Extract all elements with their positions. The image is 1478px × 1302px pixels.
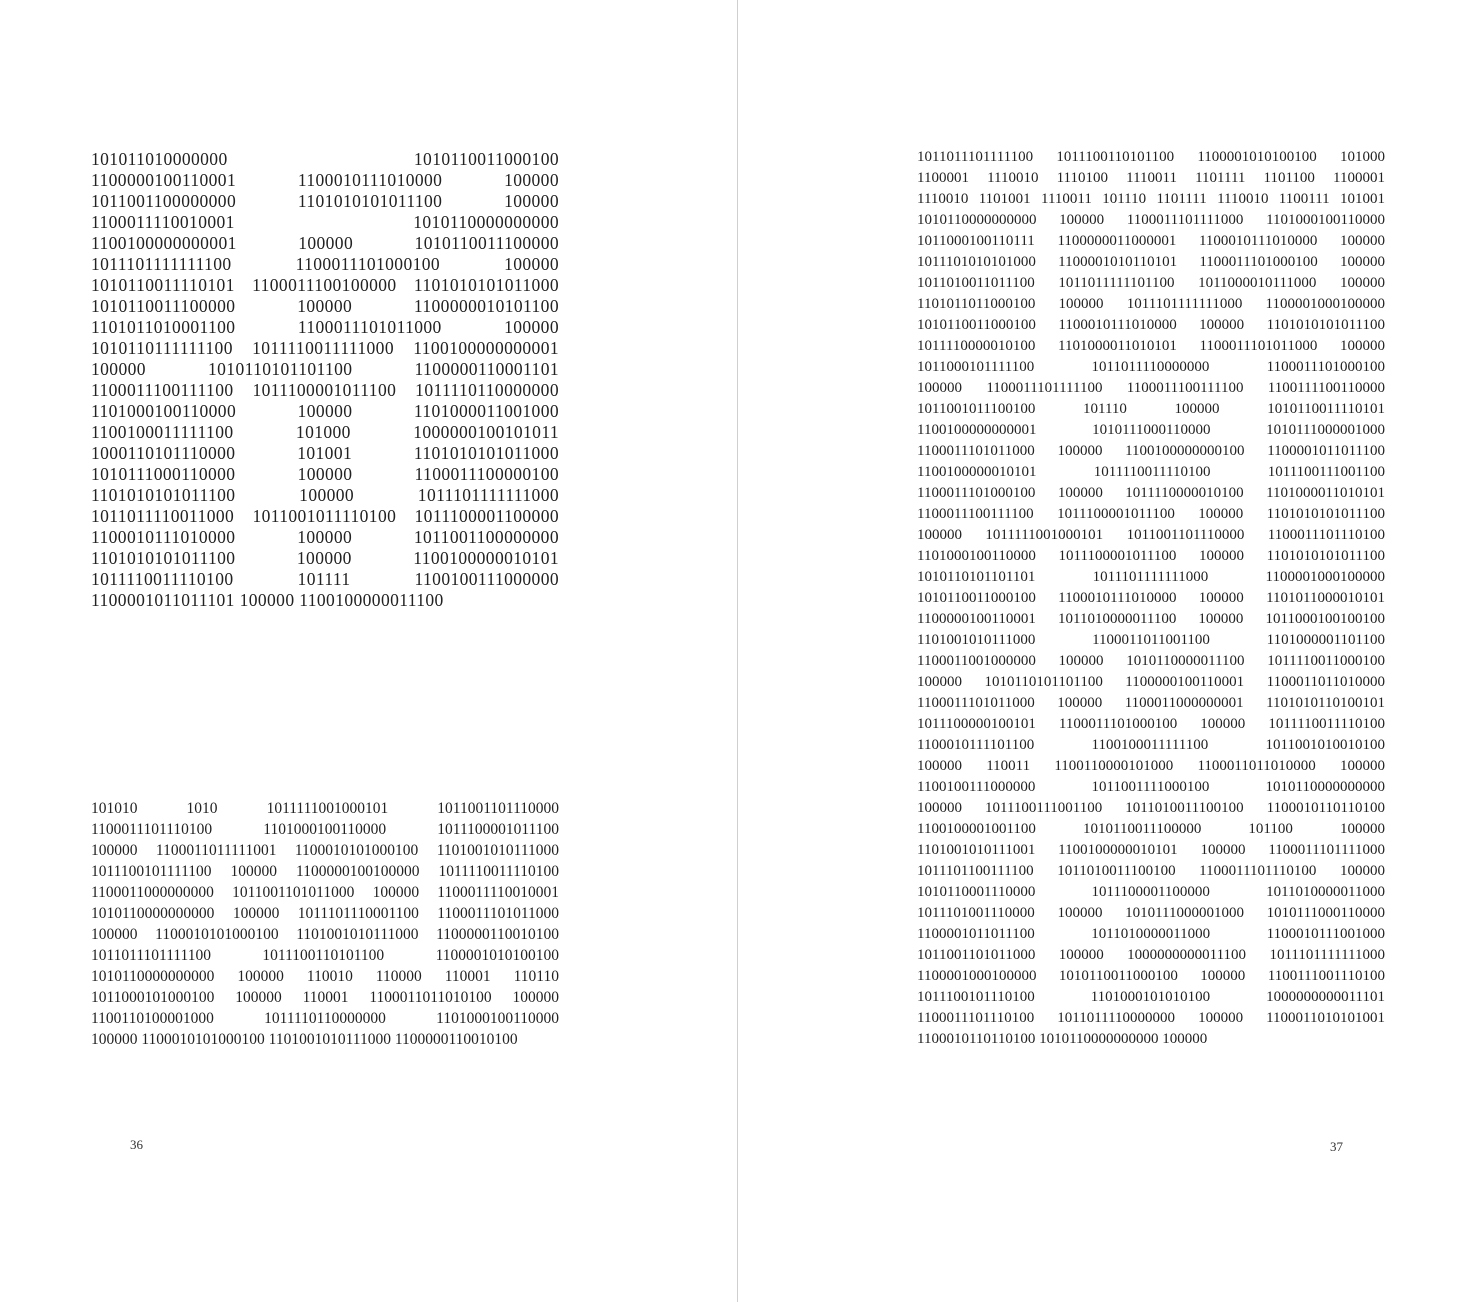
text-line: 100000 1011100111001100 1011010011100100 1100010110110100 [917,800,1385,816]
text-line: 1101010101011100 100000 1100100000010101 [91,548,559,568]
text-line: 1010110111111100 1011110011111000 1100100000000001 [91,338,559,358]
text-line: 1101001010111000 1100011011001100 1101000001101100 [917,632,1385,648]
text-line: 1010110000000000 100000 1100011101111000 1101000100110000 [917,212,1385,228]
text-line: 1101011010001100 1100011101011000 100000 [91,317,559,337]
text-line: 100000 1010110101101100 1100000100110001 1100011011010000 [917,674,1385,690]
text-line: 1100011101000100 100000 1011110000010100 1101000011010101 [917,485,1385,501]
left-page-stanza-1 [91,149,559,611]
text-line: 1100011101110100 1101000100110000 1011100001011100 [91,821,559,838]
text-line: 1011001100000000 1101010101011100 100000 [91,191,559,211]
text-line: 1100100000000001 1010111000110000 1010111000001000 [917,422,1385,438]
text-line: 1100000100110001 1011010000011100 100000 1011000100100100 [917,611,1385,627]
text-line: 1011011101111100 1011100110101100 1100001010100100 [91,947,559,964]
page-number-right: 37 [1330,1139,1343,1154]
text-line: 1010110000000000 100000 1011101110001100 1100011101011000 [91,905,559,922]
text-line: 1100011100111100 1011100001011100 1011110110000000 [91,380,559,400]
text-line: 1010110101101101 1011101111111000 1100001000100000 [917,569,1385,585]
text-line: 1100010111010000 100000 1011001100000000 [91,527,559,547]
text-line: 1011100101111100 100000 1100000100100000 1011110011110100 [91,863,559,880]
text-line: 1000110101110000 101001 1101010101011000 [91,443,559,463]
text-line: 1011000100110111 1100000011000001 1100010111010000 100000 [917,233,1385,249]
text-line: 1100011001000000 100000 1010110000011100 1011110011000100 [917,653,1385,669]
left-page-stanza-2 [91,798,559,1050]
text-line: 1010110000000000 100000 110010 110000 110001 110110 [91,968,559,985]
text-line: 1011011110011000 1011001011110100 1011100001100000 [91,506,559,526]
text-line: 1011001011100100 101110 100000 1010110011110101 [917,401,1385,417]
right-page-text-block [917,147,1385,1050]
text-line: 1011110000010100 1101000011010101 1100011101011000 100000 [917,338,1385,354]
text-line: 1101000100110000 1011100001011100 100000 1101010101011100 [917,548,1385,564]
text-line: 1100100011111100 101000 1000000100101011 [91,422,559,442]
text-line: 1101010101011100 100000 1011101111111000 [91,485,559,505]
text-line: 1010111000110000 100000 1100011100000100 [91,464,559,484]
text-line: 1100011110010001 1010110000000000 [91,212,559,232]
text-line: 1100100000010101 1011110011110100 1011100111001100 [917,464,1385,480]
text-line: 1100001011011101 100000 1100100000011100 [91,590,444,610]
text-line: 1011001101011000 100000 1000000000011100 1011101111111000 [917,947,1385,963]
text-line: 1011000101000100 100000 110001 1100011011010100 100000 [91,989,559,1006]
text-line: 1011101001110000 100000 1010111000001000 1010111000110000 [917,905,1385,921]
text-line: 101011010000000 1010110011000100 [91,149,559,169]
text-line: 1101000100110000 100000 1101000011001000 [91,401,559,421]
text-line: 1100001011011100 1011010000011000 1100010111001000 [917,926,1385,942]
text-line: 1010110011000100 1100010111010000 100000 1101010101011100 [917,317,1385,333]
text-line: 1100011101011000 100000 1100011000000001 1101010110100101 [917,695,1385,711]
text-line: 1100001000100000 1010110011000100 100000 1100111001110100 [917,968,1385,984]
text-line: 1011101111111100 1100011101000100 100000 [91,254,559,274]
text-line: 100000 1100011101111100 1100011100111100 1100111100110000 [917,380,1385,396]
text-line: 1100100111000000 1011001111000100 1010110000000000 [917,779,1385,795]
text-line: 1010110011110101 1100011100100000 1101010101011000 [91,275,559,295]
text-line: 1100100001001100 1010110011100000 101100 100000 [917,821,1385,837]
text-line: 1011100000100101 1100011101000100 100000 1011110011110100 [917,716,1385,732]
page-number-left: 36 [130,1137,143,1152]
text-line: 1100011000000000 1011001101011000 100000 1100011110010001 [91,884,559,901]
text-line: 1011011101111100 1011100110101100 1100001010100100 101000 [917,149,1385,165]
text-line: 1010110001110000 1011100001100000 1011010000011000 [917,884,1385,900]
text-line: 101010 1010 1011111001000101 1011001101110000 [91,800,559,817]
text-line: 1100000100110001 1100010111010000 100000 [91,170,559,190]
page-gutter [737,0,738,1302]
text-line: 100000 1010110101101100 1100000110001101 [91,359,559,379]
text-line: 1100011101011000 100000 1100100000000100 1100001011011100 [917,443,1385,459]
text-line: 1100100000000001 100000 1010110011100000 [91,233,559,253]
text-line: 1110010 1101001 1110011 101110 1101111 1110010 1100111 101001 [917,191,1385,207]
text-line: 1100110100001000 1011110110000000 1101000100110000 [91,1010,559,1027]
text-line: 1010110011100000 100000 1100000010101100 [91,296,559,316]
text-line: 1011110011110100 101111 1100100111000000 [91,569,559,589]
text-line: 1011010011011100 1011011111101100 1011000010111000 100000 [917,275,1385,291]
text-line: 1100011100111100 1011100001011100 100000 1101010101011100 [917,506,1385,522]
text-line: 1100001 1110010 1110100 1110011 1101111 1101100 1100001 [917,170,1385,186]
text-line: 100000 1100011011111001 1100010101000100 1101001010111000 [91,842,559,859]
text-line: 1100010111101100 1100100011111100 1011001010010100 [917,737,1385,753]
text-line: 100000 1100010101000100 1101001010111000 1100000110010100 [91,1031,518,1048]
text-line: 1011101010101000 1100001010110101 1100011101000100 100000 [917,254,1385,270]
text-line: 1100010110110100 1010110000000000 100000 [917,1031,1208,1047]
text-line: 100000 1100010101000100 1101001010111000 1100000110010100 [91,926,559,943]
text-line: 1101001010111001 1100100000010101 100000 1100011101111000 [917,842,1385,858]
text-line: 1101011011000100 100000 1011101111111000 1100001000100000 [917,296,1385,312]
text-line: 1011101100111100 1011010011100100 1100011101110100 100000 [917,863,1385,879]
text-line: 1010110011000100 1100010111010000 100000 1101011000010101 [917,590,1385,606]
text-line: 1011000101111100 1011011110000000 1100011101000100 [917,359,1385,375]
text-line: 1011100101110100 1101000101010100 1000000000011101 [917,989,1385,1005]
text-line: 1100011101110100 1011011110000000 100000 1100011010101001 [917,1010,1385,1026]
text-line: 100000 110011 1100110000101000 1100011011010000 100000 [917,758,1385,774]
text-line: 100000 1011111001000101 1011001101110000 1100011101110100 [917,527,1385,543]
